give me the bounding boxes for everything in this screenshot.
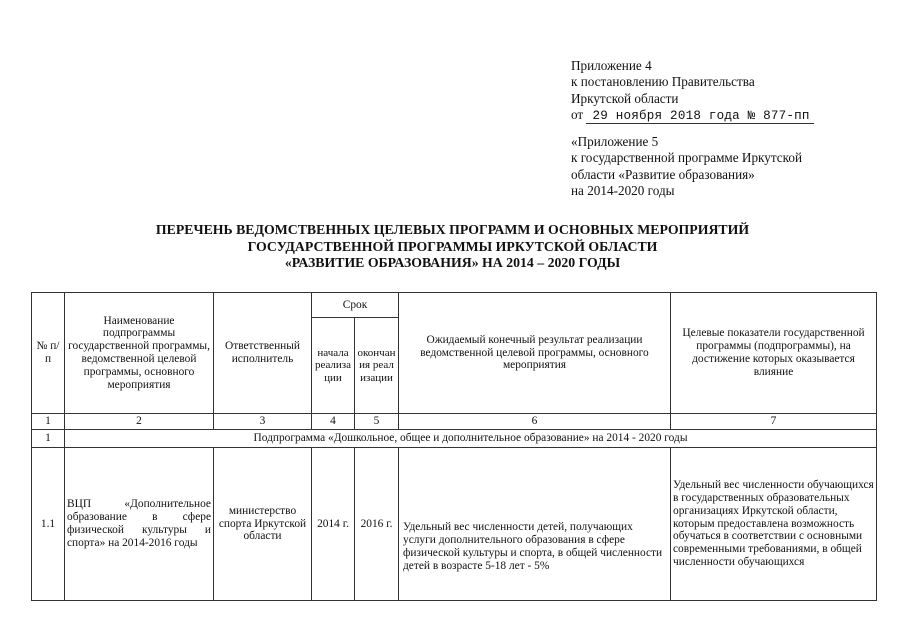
column-number: 6 [399,414,671,430]
row-result: Удельный вес численности детей, получающих услуги дополнительного образования в сфере физической культуры и спорта, в общей численности детей в возрасте 5-18 лет - 5% [403,521,663,572]
decree-date: 29 ноября 2018 года № 877-пп [586,109,813,124]
row-start: 2014 г. [312,448,355,601]
title-line-1: ПЕРЕЧЕНЬ ВЕДОМСТВЕННЫХ ЦЕЛЕВЫХ ПРОГРАММ И ОСНОВНЫХ МЕРОПРИЯТИЙ [155,222,750,237]
appendix-quoted-line-4: на 2014-2020 годы [571,183,675,199]
column-number: 4 [312,414,355,430]
appendix-line-2: к постановлению Правительства [571,74,755,90]
row-indicators: Удельный вес численности обучающихся в государственных образовательных организациях Иркутской области, которым предоставлена возможность обучаться в соответствии с основными современными требованиями, в общей численности обучающихся [673,479,874,568]
appendix-quoted-line-1: «Приложение 5 [571,134,659,149]
column-number: 7 [671,414,877,430]
row-end: 2016 г. [355,448,399,601]
row-num: 1.1 [32,448,65,601]
header-num: № п/п [32,293,65,414]
subprogram-num: 1 [32,430,65,448]
row-executor: министерство спорта Иркутской области [214,448,312,601]
column-number: 5 [355,414,399,430]
column-number: 3 [214,414,312,430]
header-start: начала реализации [312,318,355,414]
header-result: Ожидаемый конечный результат реализации ведомственной целевой программы, основного мероприятия [399,293,671,414]
header-period: Срок [312,293,399,318]
appendix-line-3: Иркутской области [571,90,679,106]
table-row [32,448,877,601]
appendix-header [571,58,814,124]
appendix-quoted-line-3: области «Развитие образования» [571,166,755,182]
subprogram-title: Подпрограмма «Дошкольное, общее и дополнительное образование» на 2014 - 2020 годы [65,430,877,448]
header-end: окончания реализации [355,318,399,414]
column-number: 1 [32,414,65,430]
appendix-decree-line [571,107,814,124]
row-result-cell [399,448,671,601]
appendix-line-1: Приложение 4 [571,58,652,73]
row-indicators-cell [671,448,877,601]
header-indicators: Целевые показатели государственной программы (подпрограммы), на достижение которых оказывается влияние [671,293,877,414]
title-line-2: ГОСУДАРСТВЕННОЙ ПРОГРАММЫ ИРКУТСКОЙ ОБЛАСТИ [247,238,658,254]
header-name: Наименование подпрограммы государственной программы, ведомственной целевой программы, основного мероприятия [65,293,214,414]
decree-from-word: от [571,107,584,123]
header-executor: Ответственный исполнитель [214,293,312,414]
title-line-3: «РАЗВИТИЕ ОБРАЗОВАНИЯ» НА 2014 – 2020 ГОДЫ [284,255,621,271]
column-numbers-row [32,414,877,430]
column-number: 2 [65,414,214,430]
row-name: ВЦП «Дополнительное образование в сфере физической культуры и спорта» на 2014-2016 годы [65,448,214,601]
programs-table [31,292,877,601]
appendix-quoted [571,134,802,200]
appendix-quoted-line-2: к государственной программе Иркутской [571,150,803,166]
document-title [0,222,905,272]
subprogram-row [32,430,877,448]
